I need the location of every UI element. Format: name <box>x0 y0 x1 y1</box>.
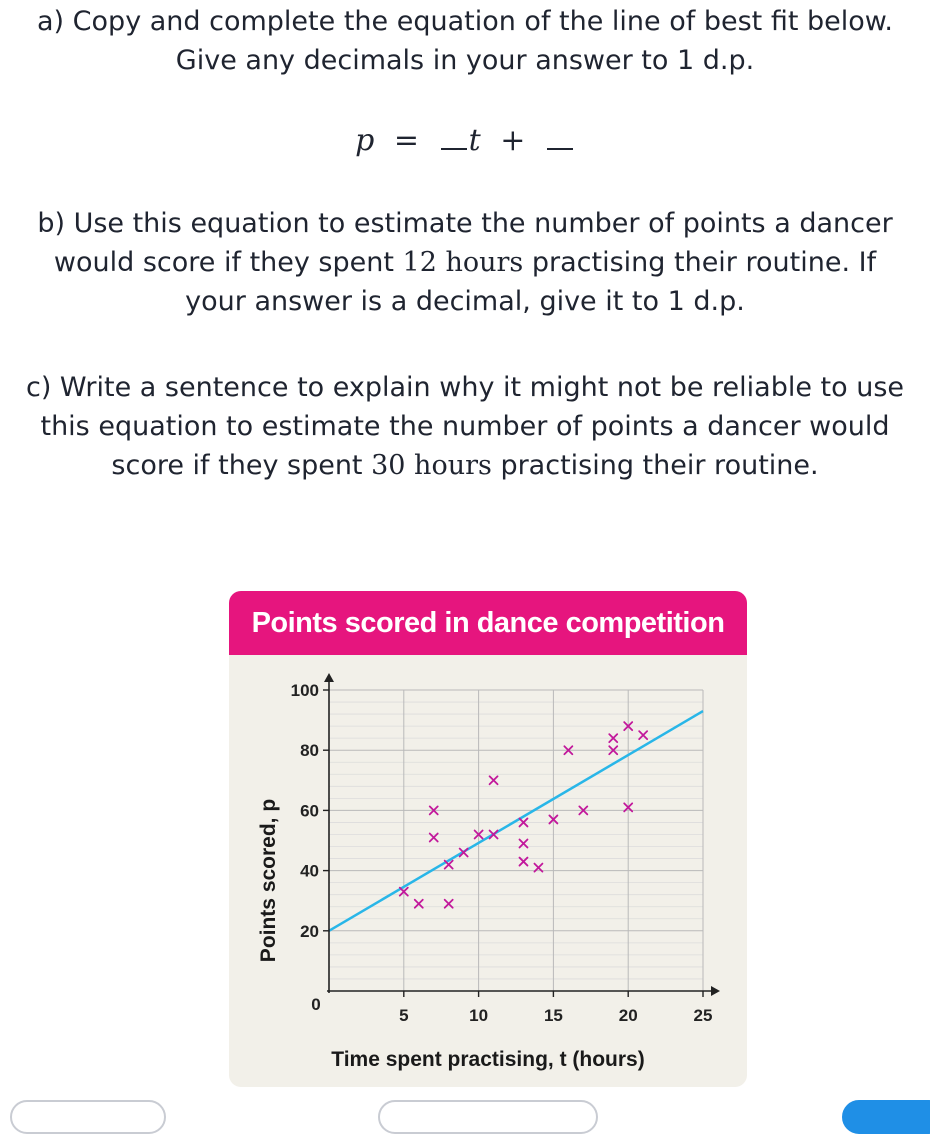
y-axis-label: Points scored, p <box>257 798 280 963</box>
chart-title: Points scored in dance competition <box>229 591 747 655</box>
question-b-hours: 12 hours <box>402 247 524 278</box>
equation-equals: = <box>393 123 420 158</box>
y-tick-label: 40 <box>300 861 319 881</box>
question-c-part1: c) Write a sentence to explain why it might not be reliable to use this equation to estimate the number of points a dancer would score if they spent <box>25 372 905 481</box>
x-tick-label: 25 <box>693 1006 713 1025</box>
best-fit-equation <box>20 120 910 162</box>
answer-option-button-2[interactable] <box>378 1100 598 1134</box>
x-axis-label: Time spent practising, t (hours) <box>331 1048 645 1071</box>
question-b-part1: b) Use this equation to estimate the number of points a dancer would score if they spent <box>37 208 893 278</box>
question-c-text <box>20 368 910 485</box>
question-b-text <box>20 204 910 321</box>
submit-button[interactable] <box>842 1100 930 1134</box>
scatter-chart-card <box>229 591 747 1087</box>
origin-label: 0 <box>311 995 321 1014</box>
answer-option-button-1[interactable] <box>10 1100 166 1134</box>
x-tick-label: 20 <box>618 1006 638 1025</box>
question-c-part2: practising their routine. <box>491 450 819 481</box>
question-a-text: a) Copy and complete the equation of the line of best fit below. Give any decimals in your answer to 1 d.p. <box>37 6 893 76</box>
x-tick-label: 10 <box>469 1006 489 1025</box>
equation-plus: + <box>500 123 526 158</box>
equation-lhs: p <box>355 123 375 158</box>
y-axis-arrow <box>324 673 334 682</box>
x-tick-label: 15 <box>543 1006 563 1025</box>
plot-area <box>329 690 703 991</box>
y-tick-label: 60 <box>300 801 319 821</box>
x-tick-label: 5 <box>399 1006 409 1025</box>
question-c-hours: 30 hours <box>371 450 492 481</box>
y-tick-label: 100 <box>290 681 319 700</box>
x-axis-arrow <box>711 986 720 996</box>
y-tick-label: 20 <box>300 921 319 941</box>
y-tick-label: 80 <box>300 741 319 761</box>
scatter-chart <box>229 591 747 1087</box>
gradient-blank <box>441 122 467 150</box>
equation-variable: t <box>468 123 481 158</box>
question-b-part2: practising their routine. If your answer is a decimal, give it to 1 d.p. <box>185 247 877 317</box>
intercept-blank <box>547 122 573 150</box>
